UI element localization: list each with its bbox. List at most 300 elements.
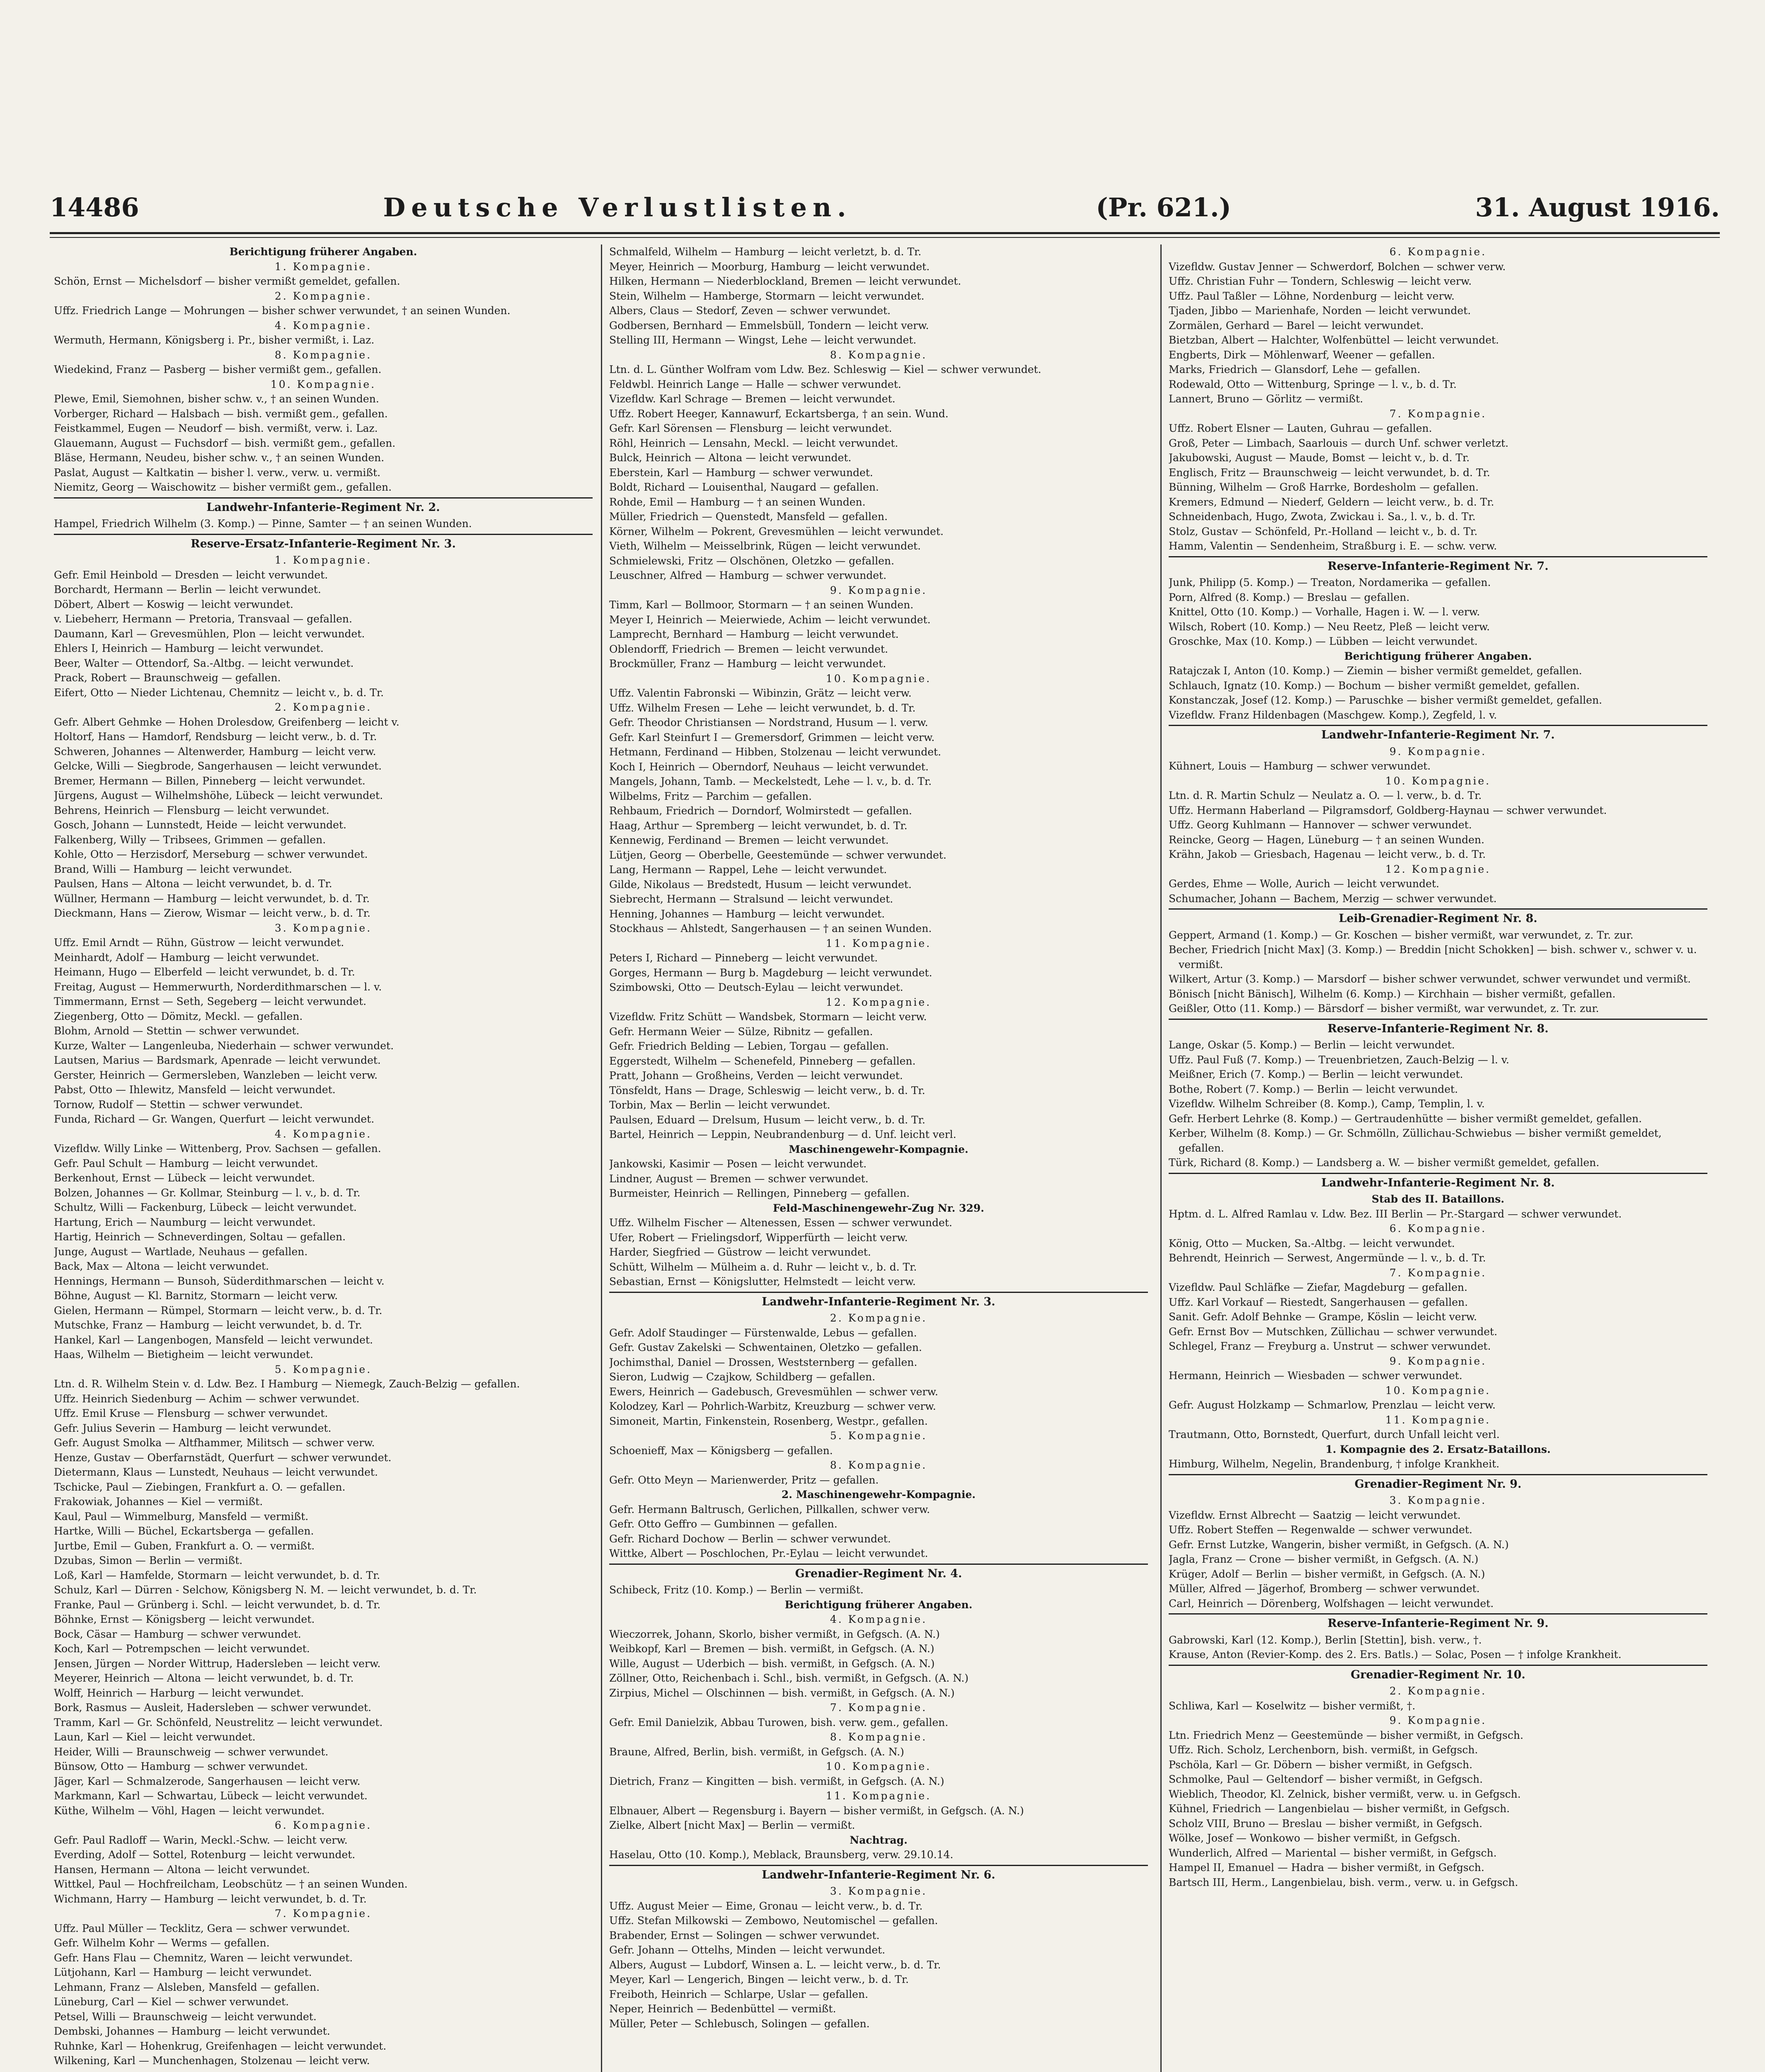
casualty-entry: Schlauch, Ignatz (10. Komp.) — Bochum — bisher vermißt gemeldet, gefallen.: [1169, 679, 1580, 692]
casualty-entry: Burmeister, Heinrich — Rellingen, Pinneberg — gefallen.: [609, 1187, 910, 1199]
casualty-entry: Gefr. Hermann Baltrusch, Gerlichen, Pillkallen, schwer verw.: [609, 1503, 930, 1515]
casualty-entry: Heimann, Hugo — Elberfeld — leicht verwundet, b. d. Tr.: [54, 966, 355, 978]
casualty-entry: Gefr. Paul Radloff — Warin, Meckl.-Schw. — leicht verw.: [54, 1834, 348, 1846]
casualty-entry: Becher, Friedrich [nicht Max] (3. Komp.) — Breddin [nicht Schokken] — bish. schwer v., schwer v. u. vermißt.: [1169, 944, 1697, 971]
casualty-entry: Meinhardt, Adolf — Hamburg — leicht verwundet.: [54, 951, 320, 963]
casualty-entry: Schumacher, Johann — Bachem, Merzig — schwer verwundet.: [1169, 892, 1497, 905]
casualty-entry: Tjaden, Jibbo — Marienhafe, Norden — leicht verwundet.: [1169, 305, 1471, 317]
casualty-entry: Wittkel, Paul — Hochfreilcham, Leobschütz — † an seinen Wunden.: [54, 1878, 408, 1890]
casualty-entry: v. Liebeherr, Hermann — Pretoria, Transvaal — gefallen.: [54, 613, 352, 625]
casualty-entry: Bork, Rasmus — Ausleit, Hadersleben — schwer verwundet.: [54, 1702, 371, 1714]
casualty-entry: Gefr. Richard Dochow — Berlin — schwer verwundet.: [609, 1532, 891, 1545]
casualty-entry: Stelling III, Hermann — Wingst, Lehe — leicht verwundet.: [609, 334, 917, 346]
casualty-entry: Gefr. Otto Meyn — Marienwerder, Pritz — gefallen.: [609, 1474, 879, 1486]
casualty-entry: Englisch, Fritz — Braunschweig — leicht verwundet, b. d. Tr.: [1169, 466, 1490, 479]
casualty-entry: Timmermann, Ernst — Seth, Segeberg — leicht verwundet.: [54, 995, 367, 1007]
text-column-2: [609, 244, 1148, 2072]
casualty-entry: Ewers, Heinrich — Gadebusch, Grevesmühlen — schwer verw.: [609, 1385, 938, 1398]
casualty-entry: Marks, Friedrich — Glansdorf, Lehe — gefallen.: [1169, 363, 1421, 375]
casualty-entry: Bartel, Heinrich — Leppin, Neubrandenburg — d. Unf. leicht verl.: [609, 1128, 956, 1140]
casualty-entry: Dietermann, Klaus — Lunstedt, Neuhaus — leicht verwundet.: [54, 1466, 378, 1478]
company-heading: 7. Kompagnie.: [274, 1907, 372, 1920]
casualty-entry: Lütjen, Georg — Oberbelle, Geestemünde — schwer verwundet.: [609, 849, 947, 861]
issue-date: 31. August 1916.: [1475, 192, 1720, 223]
casualty-entry: Hampel II, Emanuel — Hadra — bisher vermißt, in Gefgsch.: [1169, 1861, 1484, 1874]
casualty-entry: Gefr. Adolf Staudinger — Fürstenwalde, Lebus — gefallen.: [609, 1326, 917, 1339]
casualty-entry: Tschicke, Paul — Ziebingen, Frankfurt a. O. — gefallen.: [54, 1481, 346, 1493]
casualty-entry: Gelcke, Willi — Siegbrode, Sangerhausen — leicht verwundet.: [54, 760, 382, 772]
casualty-entry: Kolodzey, Karl — Pohrlich-Warbitz, Kreuzburg — schwer verw.: [609, 1400, 936, 1412]
casualty-entry: Lüneburg, Carl — Kiel — schwer verwundet.: [54, 1996, 289, 2008]
casualty-entry: Geißler, Otto (11. Komp.) — Bärsdorf — bisher vermißt, war verwundet, z. Tr. zur.: [1169, 1002, 1599, 1014]
casualty-entry: Müller, Peter — Schlebusch, Solingen — gefallen.: [609, 2017, 870, 2030]
casualty-entry: Ltn. Friedrich Menz — Geestemünde — bisher vermißt, in Gefgsch.: [1169, 1729, 1523, 1741]
casualty-entry: Vizefldw. Wilhelm Schreiber (8. Komp.), Camp, Templin, l. v.: [1169, 1098, 1485, 1110]
casualty-entry: Gefr. Hans Flau — Chemnitz, Waren — leicht verwundet.: [54, 1951, 353, 1964]
casualty-entry: Lautsen, Marius — Bardsmark, Apenrade — leicht verwundet.: [54, 1054, 381, 1066]
regiment-heading: Landwehr-Infanterie-Regiment Nr. 6.: [609, 1865, 1148, 1883]
casualty-entry: Freitag, August — Hemmerwurth, Norderdithmarschen — l. v.: [54, 980, 382, 993]
casualty-entry: Hartke, Willi — Büchel, Eckartsberga — gefallen.: [54, 1525, 314, 1537]
casualty-entry: Meyer, Heinrich — Moorburg, Hamburg — leicht verwundet.: [609, 260, 930, 273]
casualty-entry: Gielen, Hermann — Rümpel, Stormarn — leicht verw., b. d. Tr.: [54, 1304, 383, 1317]
casualty-entry: Wieczorrek, Johann, Skorlo, bisher vermißt, in Gefgsch. (A. N.): [609, 1628, 940, 1640]
casualty-entry: Koch, Karl — Potrempschen — leicht verwundet.: [54, 1643, 310, 1655]
casualty-entry: Sebastian, Ernst — Königslutter, Helmstedt — leicht verw.: [609, 1276, 916, 1288]
casualty-entry: Gerster, Heinrich — Germersleben, Wanzleben — leicht verw.: [54, 1069, 378, 1081]
casualty-entry: Jurtbe, Emil — Guben, Frankfurt a. O. — vermißt.: [54, 1539, 315, 1552]
company-heading: 4. Kompagnie.: [830, 1613, 927, 1625]
casualty-entry: Lehmann, Franz — Alsleben, Mansfeld — gefallen.: [54, 1981, 320, 1993]
casualty-entry: Uffz. Rich. Scholz, Lerchenborn, bish. vermißt, in Gefgsch.: [1169, 1744, 1478, 1756]
casualty-entry: Meyer I, Heinrich — Meierwiede, Achim — leicht verwundet.: [609, 613, 931, 626]
regiment-heading: Landwehr-Infanterie-Regiment Nr. 7.: [1169, 725, 1707, 743]
casualty-entry: Kerber, Wilhelm (8. Komp.) — Gr. Schmölln, Züllichau-Schwiebus — bisher vermißt gemeldet, gefallen.: [1169, 1127, 1662, 1154]
casualty-entry: Kühnel, Friedrich — Langenbielau — bisher vermißt, in Gefgsch.: [1169, 1803, 1510, 1815]
casualty-entry: Ruhnke, Karl — Hohenkrug, Greifenhagen — leicht verwundet.: [54, 2040, 387, 2052]
casualty-entry: Lange, Oskar (5. Komp.) — Berlin — leicht verwundet.: [1169, 1039, 1455, 1051]
company-heading: 9. Kompagnie.: [830, 584, 927, 596]
casualty-entry: Szimbowski, Otto — Deutsch-Eylau — leicht verwundet.: [609, 981, 903, 993]
casualty-entry: Gilde, Nikolaus — Bredstedt, Husum — leicht verwundet.: [609, 878, 912, 891]
casualty-entry: Rodewald, Otto — Wittenburg, Springe — l. v., b. d. Tr.: [1169, 378, 1457, 390]
casualty-entry: Markmann, Karl — Schwartau, Lübeck — leicht verwundet.: [54, 1790, 368, 1802]
casualty-entry: Jankowski, Kasimir — Posen — leicht verwundet.: [609, 1158, 867, 1170]
casualty-entry: Schmolke, Paul — Geltendorf — bisher vermißt, in Gefgsch.: [1169, 1773, 1483, 1785]
casualty-entry: Jäger, Karl — Schmalzerode, Sangerhausen — leicht verw.: [54, 1775, 361, 1787]
casualty-entry: Haas, Wilhelm — Bietigheim — leicht verwundet.: [54, 1348, 313, 1360]
casualty-entry: Oblendorff, Friedrich — Bremen — leicht verwundet.: [609, 643, 888, 655]
casualty-entry: Back, Max — Altona — leicht verwundet.: [54, 1260, 269, 1272]
casualty-entry: Dieckmann, Hans — Zierow, Wismar — leicht verw., b. d. Tr.: [54, 907, 370, 919]
casualty-entry: Müller, Friedrich — Quenstedt, Mansfeld — gefallen.: [609, 511, 888, 523]
casualty-entry: Sanit. Gefr. Adolf Behnke — Grampe, Köslin — leicht verw.: [1169, 1311, 1477, 1323]
company-heading: 10. Kompagnie.: [826, 672, 932, 685]
casualty-entry: Beer, Walter — Ottendorf, Sa.-Altbg. — leicht verwundet.: [54, 657, 354, 669]
casualty-entry: Engberts, Dirk — Möhlenwarf, Weener — gefallen.: [1169, 349, 1435, 361]
issue-number: (Pr. 621.): [1096, 192, 1231, 223]
casualty-entry: Feistkammel, Eugen — Neudorf — bish. vermißt, verw. i. Laz.: [54, 422, 378, 434]
casualty-entry: Rehbaum, Friedrich — Dorndorf, Wolmirstedt — gefallen.: [609, 805, 912, 817]
casualty-entry: Gefr. Emil Danielzik, Abbau Turowen, bish. verw. gem., gefallen.: [609, 1716, 949, 1728]
casualty-entry: Wölke, Josef — Wonkowo — bisher vermißt, in Gefgsch.: [1169, 1832, 1461, 1844]
casualty-entry: Gefr. Friedrich Belding — Lebien, Torgau — gefallen.: [609, 1040, 889, 1052]
casualty-entry: Henze, Gustav — Oberfarnstädt, Querfurt — schwer verwundet.: [54, 1451, 392, 1464]
casualty-entry: Funda, Richard — Gr. Wangen, Querfurt — leicht verwundet.: [54, 1113, 375, 1125]
company-heading: 3. Kompagnie.: [1389, 1494, 1487, 1506]
casualty-entry: Godbersen, Bernhard — Emmelsbüll, Tondern — leicht verw.: [609, 319, 929, 332]
casualty-entry: Groschke, Max (10. Komp.) — Lübben — leicht verwundet.: [1169, 635, 1478, 647]
casualty-entry: Schmalfeld, Wilhelm — Hamburg — leicht verletzt, b. d. Tr.: [609, 246, 922, 258]
regiment-heading: Reserve-Ersatz-Infanterie-Regiment Nr. 3.: [54, 534, 593, 552]
casualty-entry: Schmielewski, Fritz — Olschönen, Oletzko — gefallen.: [609, 554, 894, 567]
casualty-entry: Uffz. Emil Arndt — Rühn, Güstrow — leicht verwundet.: [54, 937, 344, 949]
casualty-entry: Everding, Adolf — Sottel, Rotenburg — leicht verwundet.: [54, 1849, 356, 1861]
company-heading: 6. Kompagnie.: [1389, 246, 1487, 258]
casualty-entry: Junge, August — Wartlade, Neuhaus — gefallen.: [54, 1245, 308, 1258]
casualty-entry: Simoneit, Martin, Finkenstein, Rosenberg, Westpr., gefallen.: [609, 1415, 928, 1427]
casualty-entry: Gosch, Johann — Lunnstedt, Heide — leicht verwundet.: [54, 819, 346, 831]
casualty-entry: Schoenieff, Max — Königsberg — gefallen.: [609, 1444, 833, 1457]
company-heading: 11. Kompagnie.: [826, 937, 932, 949]
casualty-entry: Sieron, Ludwig — Czajkow, Schildberg — gefallen.: [609, 1371, 876, 1383]
casualty-entry: Jagla, Franz — Crone — bisher vermißt, in Gefgsch. (A. N.): [1169, 1553, 1479, 1565]
casualty-entry: Behrens, Heinrich — Flensburg — leicht verwundet.: [54, 804, 329, 816]
company-heading: 8. Kompagnie.: [830, 1731, 927, 1743]
company-heading: 7. Kompagnie.: [1389, 407, 1487, 420]
casualty-entry: Behrendt, Heinrich — Serwest, Angermünde — l. v., b. d. Tr.: [1169, 1252, 1486, 1264]
casualty-entry: Freiboth, Heinrich — Schlarpe, Uslar — gefallen.: [609, 1988, 869, 2000]
casualty-entry: Timm, Karl — Bollmoor, Stormarn — † an seinen Wunden.: [609, 599, 914, 611]
casualty-entry: Bothe, Robert (7. Komp.) — Berlin — leicht verwundet.: [1169, 1083, 1458, 1095]
casualty-entry: Paulsen, Hans — Altona — leicht verwundet, b. d. Tr.: [54, 878, 332, 890]
publication-title: Deutsche Verlustlisten.: [383, 192, 852, 223]
casualty-entry: Wilkening, Karl — Munchenhagen, Stolzenau — leicht verw.: [54, 2055, 370, 2067]
company-heading: 12. Kompagnie.: [1385, 863, 1491, 875]
casualty-entry: Gefr. Hermann Weier — Sülze, Ribnitz — gefallen.: [609, 1025, 873, 1038]
casualty-entry: Vizefldw. Ernst Albrecht — Saatzig — leicht verwundet.: [1169, 1509, 1461, 1521]
subsection-heading: Nachtrag.: [850, 1834, 908, 1846]
casualty-entry: Bünning, Wilhelm — Groß Harrke, Bordesholm — gefallen.: [1169, 481, 1479, 493]
casualty-entry: Tönsfeldt, Hans — Drage, Schleswig — leicht verw., b. d. Tr.: [609, 1084, 925, 1097]
subsection-heading: Berichtigung früherer Angaben.: [229, 246, 417, 258]
company-heading: 4. Kompagnie.: [274, 319, 372, 332]
company-heading: 1. Kompagnie.: [274, 260, 372, 273]
casualty-entry: Groß, Peter — Limbach, Saarlouis — durch Unf. schwer verletzt.: [1169, 437, 1509, 449]
casualty-entry: Eifert, Otto — Nieder Lichtenau, Chemnitz — leicht v., b. d. Tr.: [54, 686, 384, 699]
casualty-entry: Meyerer, Heinrich — Altona — leicht verwundet, b. d. Tr.: [54, 1672, 354, 1684]
company-heading: 1. Kompagnie.: [274, 554, 372, 566]
company-heading: 2. Kompagnie.: [1389, 1685, 1487, 1697]
regiment-heading: Grenadier-Regiment Nr. 4.: [609, 1564, 1148, 1581]
casualty-entry: Vizefldw. Karl Schrage — Bremen — leicht verwundet.: [609, 393, 896, 405]
text-column-1: [54, 244, 593, 2072]
casualty-entry: Geppert, Armand (1. Komp.) — Gr. Koschen — bisher vermißt, war verwundet, z. Tr. zur.: [1169, 929, 1634, 941]
casualty-entry: Gefr. Ernst Lutzke, Wangerin, bisher vermißt, in Gefgsch. (A. N.): [1169, 1538, 1509, 1551]
casualty-entry: Bietzban, Albert — Halchter, Wolfenbüttel — leicht verwundet.: [1169, 334, 1499, 346]
casualty-entry: Daumann, Karl — Grevesmühlen, Plon — leicht verwundet.: [54, 627, 365, 640]
casualty-entry: Wüllner, Hermann — Hamburg — leicht verwundet, b. d. Tr.: [54, 892, 370, 905]
casualty-entry: Kohle, Otto — Herzisdorf, Merseburg — schwer verwundet.: [54, 848, 368, 860]
casualty-entry: Kühnert, Louis — Hamburg — schwer verwundet.: [1169, 760, 1431, 772]
company-heading: 10. Kompagnie.: [1385, 775, 1491, 787]
regiment-heading: Reserve-Infanterie-Regiment Nr. 8.: [1169, 1019, 1707, 1036]
casualty-entry: Bolzen, Johannes — Gr. Kollmar, Steinburg — l. v., b. d. Tr.: [54, 1186, 361, 1199]
casualty-entry: Kaul, Paul — Wimmelburg, Mansfeld — vermißt.: [54, 1510, 309, 1523]
casualty-entry: Feldwbl. Heinrich Lange — Halle — schwer verwundet.: [609, 378, 901, 390]
casualty-entry: Stockhaus — Ahlstedt, Sangerhausen — † an seinen Wunden.: [609, 922, 932, 934]
casualty-entry: Hermann, Heinrich — Wiesbaden — schwer verwundet.: [1169, 1370, 1462, 1382]
company-heading: 5. Kompagnie.: [830, 1430, 927, 1442]
casualty-entry: Lannert, Bruno — Görlitz — vermißt.: [1169, 393, 1363, 405]
casualty-entry: Schweren, Johannes — Altenwerder, Hamburg — leicht verw.: [54, 745, 376, 758]
casualty-entry: Lindner, August — Bremen — schwer verwundet.: [609, 1172, 869, 1185]
casualty-entry: Henning, Johannes — Hamburg — leicht verwundet.: [609, 908, 885, 920]
page-header: [50, 189, 1720, 226]
casualty-entry: Knittel, Otto (10. Komp.) — Vorhalle, Hagen i. W. — l. verw.: [1169, 606, 1480, 618]
company-heading: 6. Kompagnie.: [1389, 1222, 1487, 1234]
casualty-entry: Kurze, Walter — Langenleuba, Niederhain — schwer verwundet.: [54, 1039, 394, 1052]
casualty-entry: Dembski, Johannes — Hamburg — leicht verwundet.: [54, 2025, 330, 2037]
casualty-entry: Gefr. Johann — Ottelhs, Minden — leicht verwundet.: [609, 1944, 886, 1956]
casualty-entry: Albers, Claus — Stedorf, Zeven — schwer verwundet.: [609, 305, 891, 317]
casualty-entry: Krüger, Adolf — Berlin — bisher vermißt, in Gefgsch. (A. N.): [1169, 1568, 1485, 1580]
company-heading: 2. Kompagnie.: [274, 290, 372, 302]
casualty-entry: Lamprecht, Bernhard — Hamburg — leicht verwundet.: [609, 628, 899, 640]
casualty-entry: Uffz. Robert Heeger, Kannawurf, Eckartsberga, † an sein. Wund.: [609, 407, 949, 420]
casualty-entry: Leuschner, Alfred — Hamburg — schwer verwundet.: [609, 569, 887, 581]
casualty-entry: Hansen, Hermann — Altona — leicht verwundet.: [54, 1863, 310, 1876]
company-heading: 6. Kompagnie.: [274, 1819, 372, 1831]
regiment-heading: Leib-Grenadier-Regiment Nr. 8.: [1169, 908, 1707, 926]
casualty-entry: Frakowiak, Johannes — Kiel — vermißt.: [54, 1496, 263, 1508]
regiment-heading: Reserve-Infanterie-Regiment Nr. 9.: [1169, 1613, 1707, 1631]
casualty-entry: Gefr. Wilhelm Kohr — Werms — gefallen.: [54, 1937, 270, 1949]
casualty-entry: Schütt, Wilhelm — Mülheim a. d. Ruhr — leicht v., b. d. Tr.: [609, 1261, 917, 1273]
casualty-entry: Bartsch III, Herm., Langenbielau, bish. verm., verw. u. in Gefgsch.: [1169, 1876, 1518, 1888]
casualty-entry: Junk, Philipp (5. Komp.) — Treaton, Nordamerika — gefallen.: [1169, 576, 1491, 588]
casualty-entry: Gefr. Theodor Christiansen — Nordstrand, Husum — l. verw.: [609, 716, 928, 729]
casualty-entry: Berkenhout, Ernst — Lübeck — leicht verwundet.: [54, 1172, 315, 1184]
casualty-entry: Laun, Karl — Kiel — leicht verwundet.: [54, 1731, 256, 1743]
casualty-entry: Bock, Cäsar — Hamburg — schwer verwundet.: [54, 1628, 301, 1640]
casualty-entry: Böhne, August — Kl. Barnitz, Stormarn — leicht verw.: [54, 1290, 338, 1302]
casualty-entry: Böhnke, Ernst — Königsberg — leicht verwundet.: [54, 1613, 315, 1625]
casualty-entry: Brockmüller, Franz — Hamburg — leicht verwundet.: [609, 658, 886, 670]
casualty-entry: Zormälen, Gerhard — Barel — leicht verwundet.: [1169, 319, 1424, 332]
column-divider: [601, 244, 602, 2072]
casualty-entry: Brabender, Ernst — Solingen — schwer verwundet.: [609, 1929, 880, 1941]
casualty-entry: Küthe, Wilhelm — Vöhl, Hagen — leicht verwundet.: [54, 1804, 325, 1817]
casualty-entry: Ratajczak I, Anton (10. Komp.) — Ziemin — bisher vermißt gemeldet, gefallen.: [1169, 665, 1582, 677]
regiment-heading: Grenadier-Regiment Nr. 10.: [1169, 1665, 1707, 1682]
casualty-entry: Vizefldw. Fritz Schütt — Wandsbek, Stormarn — leicht verw.: [609, 1011, 927, 1023]
regiment-heading: Grenadier-Regiment Nr. 9.: [1169, 1474, 1707, 1492]
subsection-heading: Feld-Maschinengewehr-Zug Nr. 329.: [773, 1202, 984, 1214]
header-rule-thin: [50, 237, 1720, 238]
casualty-entry: Albers, August — Lubdorf, Winsen a. L. — leicht verw., b. d. Tr.: [609, 1958, 941, 1971]
casualty-entry: Konstanczak, Josef (12. Komp.) — Paruschke — bisher vermißt gemeldet, gefallen.: [1169, 694, 1603, 706]
casualty-entry: Gefr. Karl Sörensen — Flensburg — leicht verwundet.: [609, 422, 892, 434]
casualty-entry: Peters I, Richard — Pinneberg — leicht verwundet.: [609, 952, 878, 964]
company-heading: 7. Kompagnie.: [1389, 1266, 1487, 1279]
company-heading: 4. Kompagnie.: [274, 1128, 372, 1140]
casualty-entry: Gabrowski, Karl (12. Komp.), Berlin [Stettin], bish. verw., †.: [1169, 1634, 1482, 1646]
casualty-entry: Gefr. Albert Gehmke — Hohen Drolesdow, Greifenberg — leicht v.: [54, 716, 399, 728]
casualty-entry: Schlegel, Franz — Freyburg a. Unstrut — schwer verwundet.: [1169, 1340, 1491, 1352]
casualty-entry: Petsel, Willi — Braunschweig — leicht verwundet.: [54, 2010, 317, 2023]
casualty-entry: Bünsow, Otto — Hamburg — schwer verwundet.: [54, 1760, 308, 1772]
casualty-entry: Gefr. Paul Schult — Hamburg — leicht verwundet.: [54, 1157, 318, 1169]
text-column-3: [1169, 244, 1707, 2072]
casualty-entry: Bönisch [nicht Bänisch], Wilhelm (6. Komp.) — Kirchhain — bisher vermißt, gefallen.: [1169, 988, 1616, 1000]
company-heading: 8. Kompagnie.: [830, 1459, 927, 1471]
casualty-entry: Ltn. d. L. Günther Wolfram vom Ldw. Bez. Schleswig — Kiel — schwer verwundet.: [609, 363, 1041, 375]
header-rule: [50, 232, 1720, 234]
casualty-entry: Neper, Heinrich — Bedenbüttel — vermißt.: [609, 2003, 836, 2015]
casualty-entry: Kremers, Edmund — Niederf, Geldern — leicht verw., b. d. Tr.: [1169, 496, 1494, 508]
casualty-entry: Uffz. Georg Kuhlmann — Hannover — schwer verwundet.: [1169, 819, 1472, 831]
casualty-entry: Gefr. Otto Geffro — Gumbinnen — gefallen.: [609, 1518, 838, 1530]
casualty-entry: Zöllner, Otto, Reichenbach i. Schl., bish. vermißt, in Gefgsch. (A. N.): [609, 1672, 969, 1684]
casualty-entry: Uffz. Paul Müller — Tecklitz, Gera — schwer verwundet.: [54, 1922, 350, 1934]
casualty-entry: Glauemann, August — Fuchsdorf — bish. vermißt gem., gefallen.: [54, 437, 396, 449]
casualty-entry: Gefr. Gustav Zakelski — Schwentainen, Oletzko — gefallen.: [609, 1341, 922, 1353]
subsection-heading: 1. Kompagnie des 2. Ersatz-Bataillons.: [1325, 1443, 1551, 1455]
casualty-entry: Paulsen, Eduard — Drelsum, Husum — leicht verw., b. d. Tr.: [609, 1113, 925, 1126]
casualty-entry: Hartig, Heinrich — Schneverdingen, Soltau — gefallen.: [54, 1231, 346, 1243]
casualty-entry: Ltn. d. R. Wilhelm Stein v. d. Ldw. Bez. I Hamburg — Niemegk, Zauch-Belzig — gefallen.: [54, 1378, 520, 1390]
casualty-entry: Schibeck, Fritz (10. Komp.) — Berlin — vermißt.: [609, 1584, 864, 1596]
casualty-entry: Hptm. d. L. Alfred Ramlau v. Ldw. Bez. III Berlin — Pr.-Stargard — schwer verwundet.: [1169, 1208, 1622, 1220]
casualty-entry: Rohde, Emil — Hamburg — † an seinen Wunden.: [609, 496, 866, 508]
casualty-entry: Pratt, Johann — Großheins, Verden — leicht verwundet.: [609, 1070, 903, 1082]
casualty-entry: Vorberger, Richard — Halsbach — bish. vermißt gem., gefallen.: [54, 407, 388, 420]
casualty-entry: Stolz, Gustav — Schönfeld, Pr.-Holland — leicht v., b. d. Tr.: [1169, 525, 1478, 537]
casualty-entry: Hartung, Erich — Naumburg — leicht verwundet.: [54, 1216, 316, 1228]
casualty-entry: Brand, Willi — Hamburg — leicht verwundet.: [54, 863, 292, 875]
casualty-entry: Meyer, Karl — Lengerich, Bingen — leicht verw., b. d. Tr.: [609, 1973, 909, 1985]
casualty-entry: Holtorf, Hans — Hamdorf, Rendsburg — leicht verw., b. d. Tr.: [54, 731, 377, 743]
page-number: 14486: [50, 192, 139, 223]
company-heading: 10. Kompagnie.: [1385, 1384, 1491, 1397]
casualty-entry: Mangels, Johann, Tamb. — Meckelstedt, Lehe — l. v., b. d. Tr.: [609, 775, 932, 787]
casualty-entry: Gorges, Hermann — Burg b. Magdeburg — leicht verwundet.: [609, 966, 932, 979]
casualty-entry: Eggerstedt, Wilhelm — Schenefeld, Pinneberg — gefallen.: [609, 1055, 916, 1067]
casualty-entry: Lütjohann, Karl — Hamburg — leicht verwundet.: [54, 1966, 312, 1978]
casualty-entry: Uffz. Friedrich Lange — Mohrungen — bisher schwer verwundet, † an seinen Wunden.: [54, 305, 511, 317]
casualty-entry: Harder, Siegfried — Güstrow — leicht verwundet.: [609, 1246, 871, 1258]
casualty-entry: Bremer, Hermann — Billen, Pinneberg — leicht verwundet.: [54, 775, 366, 787]
casualty-entry: Tornow, Rudolf — Stettin — schwer verwundet.: [54, 1098, 303, 1111]
casualty-entry: Paslat, August — Kaltkatin — bisher l. verw., verw. u. vermißt.: [54, 466, 381, 479]
casualty-entry: Türk, Richard (8. Komp.) — Landsberg a. W. — bisher vermißt gemeldet, gefallen.: [1169, 1157, 1600, 1169]
casualty-entry: Schneidenbach, Hugo, Zwota, Zwickau i. Sa., l. v., b. d. Tr.: [1169, 511, 1476, 523]
casualty-entry: Scholz VIII, Bruno — Breslau — bisher vermißt, in Gefgsch.: [1169, 1817, 1483, 1830]
casualty-entry: Jensen, Jürgen — Norder Wittrup, Hadersleben — leicht verw.: [54, 1657, 381, 1670]
casualty-entry: Uffz. Karl Vorkauf — Riestedt, Sangerhausen — gefallen.: [1169, 1296, 1468, 1308]
casualty-entry: Stein, Wilhelm — Hamberge, Stormarn — leicht verwundet.: [609, 290, 925, 302]
company-heading: 8. Kompagnie.: [830, 349, 927, 361]
casualty-entry: Vizefldw. Paul Schläfke — Ziefar, Magdeburg — gefallen.: [1169, 1281, 1467, 1293]
casualty-entry: Porn, Alfred (8. Komp.) — Breslau — gefallen.: [1169, 591, 1410, 603]
casualty-entry: Bläse, Hermann, Neudeu, bisher schw. v., † an seinen Wunden.: [54, 452, 385, 464]
casualty-entry: Wieblich, Theodor, Kl. Zelnick, bisher vermißt, verw. u. in Gefgsch.: [1169, 1788, 1521, 1800]
casualty-entry: Falkenberg, Willy — Tribsees, Grimmen — gefallen.: [54, 833, 326, 846]
casualty-entry: Körner, Wilhelm — Pokrent, Grevesmühlen — leicht verwundet.: [609, 525, 944, 537]
casualty-entry: Schön, Ernst — Michelsdorf — bisher vermißt gemeldet, gefallen.: [54, 275, 400, 287]
casualty-entry: Uffz. August Meier — Eime, Gronau — leicht verw., b. d. Tr.: [609, 1900, 923, 1912]
casualty-entry: Vizefldw. Gustav Jenner — Schwerdorf, Bolchen — schwer verw.: [1169, 260, 1506, 273]
casualty-entry: Röhl, Heinrich — Lensahn, Meckl. — leicht verwundet.: [609, 437, 898, 449]
company-heading: 9. Kompagnie.: [1389, 745, 1487, 758]
company-heading: 11. Kompagnie.: [1385, 1414, 1491, 1426]
casualty-entry: Vizefldw. Willy Linke — Wittenberg, Prov. Sachsen — gefallen.: [54, 1143, 381, 1155]
casualty-entry: Hamm, Valentin — Sendenheim, Straßburg i. E. — schw. verw.: [1169, 540, 1497, 552]
casualty-entry: Himburg, Wilhelm, Negelin, Brandenburg, † infolge Krankheit.: [1169, 1458, 1500, 1470]
casualty-entry: Tramm, Karl — Gr. Schönfeld, Neustrelitz — leicht verwundet.: [54, 1716, 383, 1728]
company-heading: 10. Kompagnie.: [270, 378, 376, 390]
casualty-entry: Ziegenberg, Otto — Dömitz, Meckl. — gefallen.: [54, 1010, 303, 1022]
casualty-entry: Uffz. Robert Steffen — Regenwalde — schwer verwundet.: [1169, 1524, 1472, 1536]
casualty-entry: Ufer, Robert — Frielingsdorf, Wipperfürth — leicht verw.: [609, 1231, 908, 1244]
company-heading: 3. Kompagnie.: [274, 922, 372, 934]
casualty-entry: Torbin, Max — Berlin — leicht verwundet.: [609, 1099, 830, 1111]
casualty-entry: Schliwa, Karl — Koselwitz — bisher vermißt, †.: [1169, 1699, 1416, 1712]
casualty-entry: Wolff, Heinrich — Harburg — leicht verwundet.: [54, 1687, 304, 1699]
company-heading: 8. Kompagnie.: [274, 349, 372, 361]
casualty-entry: Schulz, Karl — Dürren - Selchow, Königsberg N. M. — leicht verwundet, b. d. Tr.: [54, 1584, 477, 1596]
casualty-entry: Weibkopf, Karl — Bremen — bish. vermißt, in Gefgsch. (A. N.): [609, 1643, 935, 1655]
casualty-entry: Plewe, Emil, Siemohnen, bisher schw. v., † an seinen Wunden.: [54, 393, 379, 405]
subsection-heading: Berichtigung früherer Angaben.: [784, 1598, 973, 1611]
casualty-entry: Uffz. Heinrich Siedenburg — Achim — schwer verwundet.: [54, 1392, 360, 1405]
casualty-entry: Lang, Hermann — Rappel, Lehe — leicht verwundet.: [609, 864, 887, 876]
casualty-entry: Blohm, Arnold — Stettin — schwer verwundet.: [54, 1025, 300, 1037]
casualty-entry: Wichmann, Harry — Hamburg — leicht verwundet, b. d. Tr.: [54, 1893, 367, 1905]
casualty-entry: Gefr. August Holzkamp — Schmarlow, Prenzlau — leicht verw.: [1169, 1399, 1496, 1411]
casualty-entry: Vieth, Wilhelm — Meisselbrink, Rügen — leicht verwundet.: [609, 540, 921, 552]
casualty-entry: Pabst, Otto — Ihlewitz, Mansfeld — leicht verwundet.: [54, 1084, 336, 1096]
casualty-entry: König, Otto — Mucken, Sa.-Altbg. — leicht verwundet.: [1169, 1237, 1455, 1249]
casualty-entry: Bulck, Heinrich — Altona — leicht verwundet.: [609, 452, 852, 464]
regiment-heading: Landwehr-Infanterie-Regiment Nr. 8.: [1169, 1173, 1707, 1191]
casualty-entry: Haselau, Otto (10. Komp.), Meblack, Braunsberg, verw. 29.10.14.: [609, 1849, 954, 1861]
subsection-heading: Berichtigung früherer Angaben.: [1344, 650, 1532, 662]
subsection-heading: 2. Maschinengewehr-Kompagnie.: [781, 1489, 976, 1501]
casualty-entry: Gefr. Ernst Bov — Mutschken, Züllichau — schwer verwundet.: [1169, 1325, 1498, 1338]
casualty-entry: Reincke, Georg — Hagen, Lüneburg — † an seinen Wunden.: [1169, 833, 1484, 846]
casualty-entry: Zirpius, Michel — Olschinnen — bish. vermißt, in Gefgsch. (A. N.): [609, 1687, 955, 1699]
casualty-entry: Gefr. Emil Heinbold — Dresden — leicht verwundet.: [54, 569, 328, 581]
casualty-entry: Wilkert, Artur (3. Komp.) — Marsdorf — bisher schwer verwundet, schwer verwundet und vermißt.: [1169, 973, 1691, 985]
casualty-entry: Wittke, Albert — Poschlochen, Pr.-Eylau — leicht verwundet.: [609, 1547, 928, 1559]
casualty-entry: Gefr. Herbert Lehrke (8. Komp.) — Gertraudenhütte — bisher vermißt gemeldet, gefallen.: [1169, 1112, 1642, 1125]
casualty-entry: Uffz. Robert Elsner — Lauten, Guhrau — gefallen.: [1169, 422, 1432, 434]
casualty-entry: Wermuth, Hermann, Königsberg i. Pr., bisher vermißt, i. Laz.: [54, 334, 375, 346]
casualty-entry: Braune, Alfred, Berlin, bish. vermißt, in Gefgsch. (A. N.): [609, 1745, 904, 1758]
casualty-entry: Trautmann, Otto, Bornstedt, Querfurt, durch Unfall leicht verl.: [1169, 1428, 1500, 1440]
casualty-entry: Gefr. Karl Steinfurt I — Gremersdorf, Grimmen — leicht verw.: [609, 731, 935, 743]
casualty-entry: Gefr. August Smolka — Altfhammer, Militsch — schwer verw.: [54, 1437, 375, 1449]
casualty-entry: Uffz. Valentin Fabronski — Wibinzin, Grätz — leicht verw.: [609, 687, 912, 699]
casualty-entry: Franke, Paul — Grünberg i. Schl. — leicht verwundet, b. d. Tr.: [54, 1598, 381, 1611]
casualty-entry: Prack, Robert — Braunschweig — gefallen.: [54, 672, 281, 684]
subsection-heading: Maschinengewehr-Kompagnie.: [789, 1143, 968, 1155]
casualty-entry: Uffz. Wilhelm Fischer — Altenessen, Essen — schwer verwundet.: [609, 1217, 952, 1229]
company-heading: 5. Kompagnie.: [274, 1363, 372, 1375]
casualty-entry: Wilbelms, Fritz — Parchim — gefallen.: [609, 790, 812, 802]
